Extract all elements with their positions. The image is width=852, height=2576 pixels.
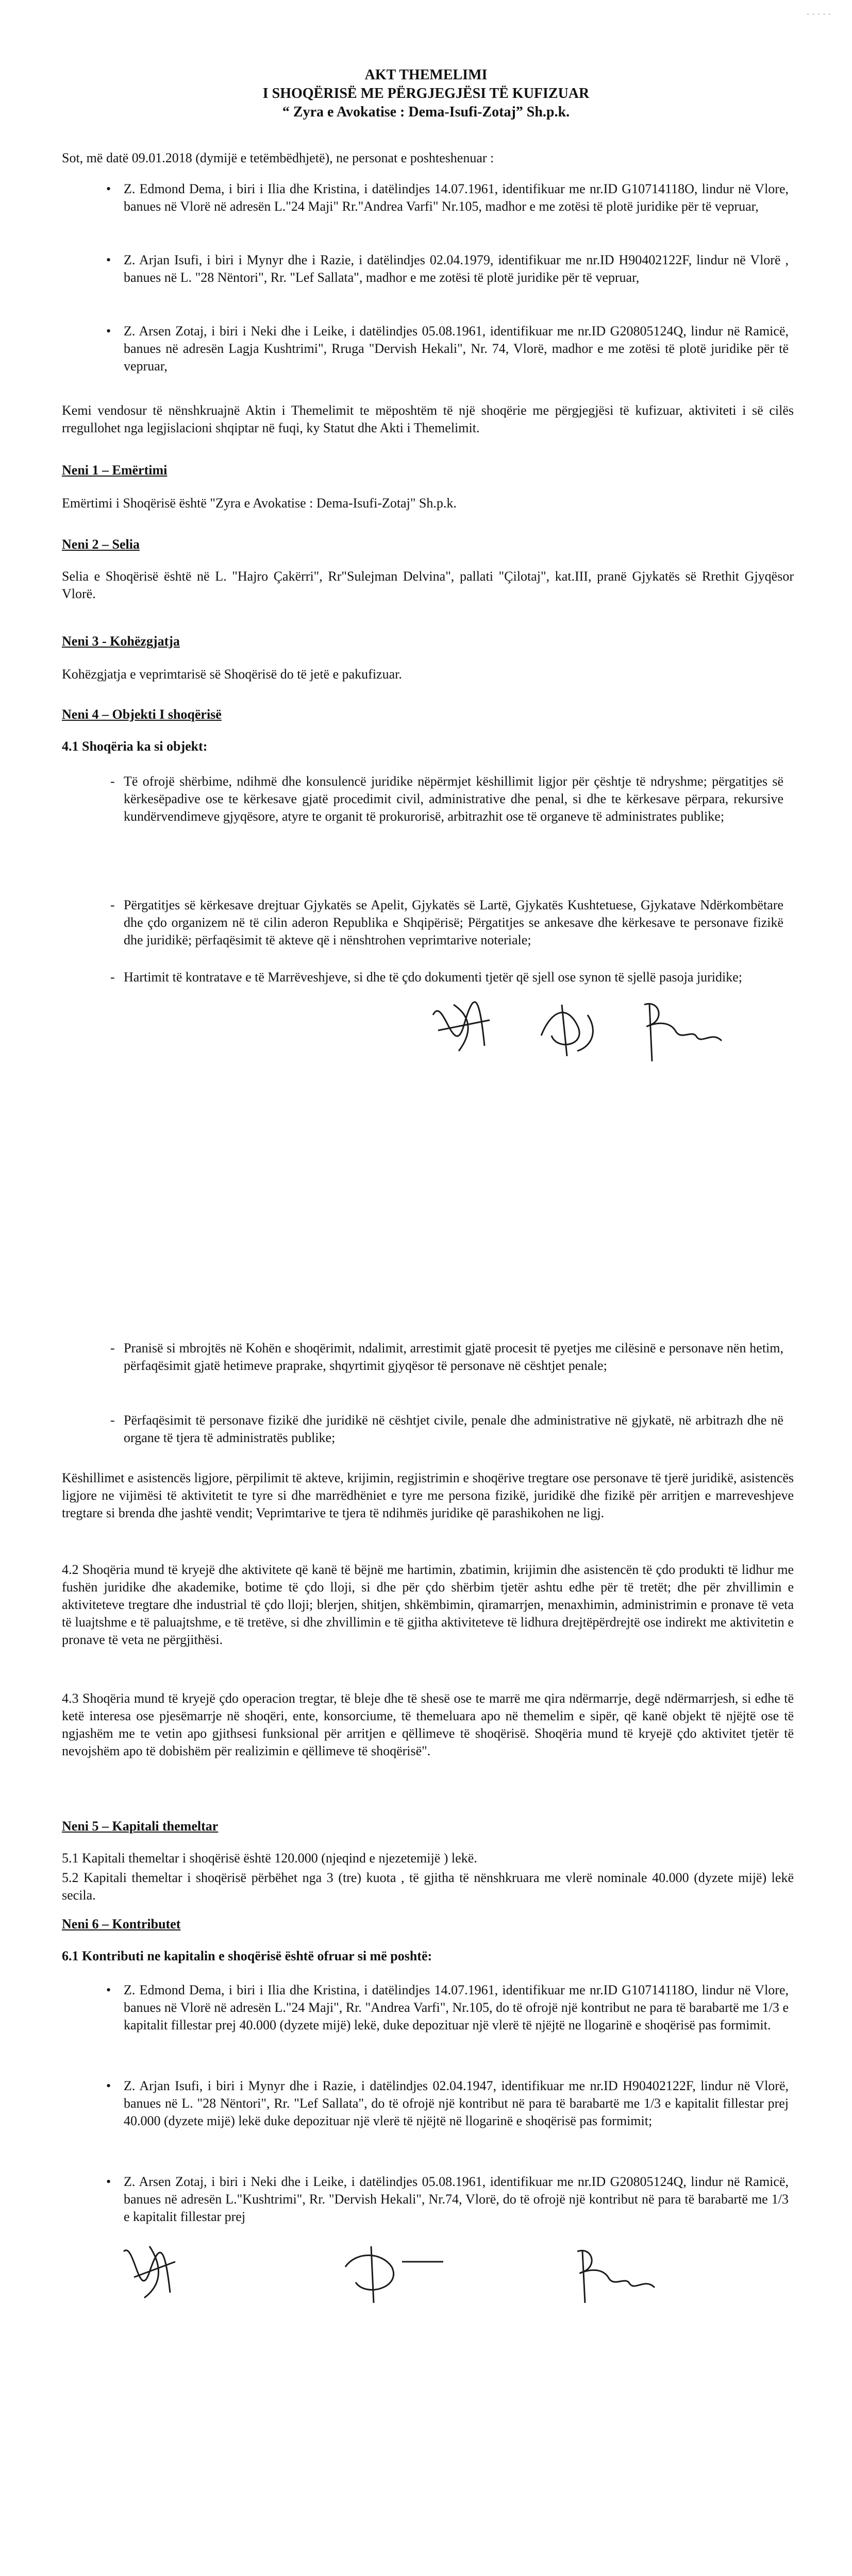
neni4-heading: Neni 4 – Objekti I shoqërisë bbox=[62, 707, 222, 722]
doc-title-line1: AKT THEMELIMI bbox=[364, 67, 488, 83]
neni4-sub: 4.1 Shoqëria ka si objekt: bbox=[62, 739, 208, 754]
neni1-text: Emërtimi i Shoqërisë është "Zyra e Avokatise : Dema-Isufi-Zotaj" Sh.p.k. bbox=[62, 496, 457, 511]
neni3-text: Kohëzgjatja e veprimtarisë së Shoqërisë do të jetë e pakufizuar. bbox=[62, 667, 402, 682]
neni5-p2: 5.2 Kapitali themeltar i shoqërisë përbëhet nga 3 (tre) kuota , të gjitha të nënshkruara me vlerë nominale 40.000 (dyzete mijë) lekë secila. bbox=[62, 1870, 794, 1903]
neni2-text: Selia e Shoqërisë është në L. "Hajro Çakërri", Rr"Sulejman Delvina", pallati "Çilotaj", kat.III, pranë Gjykatës së Rrethit Gjyqësor Vlorë. bbox=[62, 569, 794, 601]
decision-text: Kemi vendosur të nënshkruajnë Aktin i Themelimit te mëposhtëm të një shoqërie me përgjegjësi të kufizuar, aktiviteti i së cilës rregullohet nga legjislacioni shqiptar në fuqi, ky Statut dhe Akti i Themelimit. bbox=[62, 403, 794, 435]
neni5-p1: 5.1 Kapitali themeltar i shoqërisë është 120.000 (njeqind e njezetemijë ) lekë. bbox=[62, 1851, 477, 1866]
neni4-para-42: 4.2 Shoqëria mund të kryejë dhe aktivitete që kanë të bëjnë me hartimin, zbatimin, krijimin dhe asistencën të çdo produkti të lidhur me fushën juridike dhe akademike, botime të çdo lloji, si dhe për çdo shërbim tjetër ashtu edhe për të tretët; dhe për zhvillimin e aktiviteteve tregtare dhe industrial të çdo lloji; blerjen, shitjen, shkëmbimin, qiramarrjen, menaxhimin, administrimin e pronave të veta të luajtshme e të paluajtshme, e të tretëve, si dhe zhvillimin e të gjitha aktiviteteve të lidhura drejtëpërdrejtë ose indirekt me aktivitetin e pronave të veta ne përgjithësi. bbox=[62, 1562, 794, 1647]
partner-edmond: • Z. Edmond Dema, i biri i Ilia dhe Kristina, i datëlindjes 14.07.1961, identifikuar me nr.ID G10714118O, lindur në Vlore, banues në Vlorë në adresën L."24 Maji" Rr."Andrea Varfi" Nr.105, madhor e me zotësi të plotë juridike për të vepruar, bbox=[124, 180, 789, 215]
neni4-item-4: - Pranisë si mbrojtës në Kohën e shoqërimit, ndalimit, arrestimit gjatë procesit të pyetjes me cilësinë e personave nën hetim, përfaqësimit gjatë hetimeve praprake, shqyrtimit gjyqësor të personave në cështjet penale; bbox=[124, 1340, 783, 1375]
neni6-contrib-arjan: • Z. Arjan Isufi, i biri i Mynyr dhe i Razie, i datëlindjes 02.04.1947, identifikuar me nr.ID H90402122F, lindur në Vlorë, banues në L. "28 Nëntori", Rr. "Lef Sallata", do të ofrojë një kontribut në para të barabartë me 1/3 e kapitalit fillestar prej 40.000 (dyzete mijë) lekë duke depozituar një vlerë të njëjtë në llogarinë e shoqërisë pas formimit; bbox=[124, 2077, 789, 2130]
neni6-heading: Neni 6 – Kontributet bbox=[62, 1917, 181, 1931]
doc-title-line3: “ Zyra e Avokatise : Dema-Isufi-Zotaj” Sh.p.k. bbox=[282, 104, 570, 120]
neni6-contrib-edmond: • Z. Edmond Dema, i biri i Ilia dhe Kristina, i datëlindjes 14.07.1961, identifikuar me nr.ID G10714118O, lindur në Vlore, banues në Vlorë në adresën L."24 Maji", Rr. "Andrea Varfi", Nr.105, do të ofrojë një kontribut ne para të barabartë me 1/3 e kapitalit fillestar prej 40.000 (dyzete mijë) lekë, duke depozituar një vlerë të njëjtë ne llogarinë e shoqërisë pas formimit. bbox=[124, 1981, 789, 2034]
neni3-heading: Neni 3 - Kohëzgjatja bbox=[62, 634, 180, 649]
neni4-item-5: - Përfaqësimit të personave fizikë dhe juridikë në cështjet civile, penale dhe administrative në gjykatë, në arbitrazh dhe në organe të tjera të administratës publike; bbox=[124, 1412, 783, 1447]
header-stamp: - - - - - bbox=[807, 9, 831, 18]
neni1-heading: Neni 1 – Emërtimi bbox=[62, 463, 168, 478]
neni4-para-b1: Këshillimet e asistencës ligjore, përpilimit të akteve, krijimin, regjistrimin e shoqërive tregtare ose personave të tjerë juridikë, asistencës ligjore ne vijimësi të aktivitetit te tyre si dhe marrëdhëniet e tyre me persona fizikë, juridikë dhe fizikë për arritjen e marreveshjeve tregtare si brenda dhe jashtë vendit; Veprimtarive te tjera të ndihmës juridike që parashikohen ne ligj. bbox=[62, 1470, 794, 1520]
neni4-item-2: - Përgatitjes së kërkesave drejtuar Gjykatës se Apelit, Gjykatës së Lartë, Gjykatës Kushtetuese, Gjykatave Ndërkombëtare dhe çdo organizem në të cilin aderon Republika e Shqipërisë; Përgatitjes se ankesave dhe kërkesave te personave fizikë dhe juridikë; përfaqësimit të akteve që i nënshtrohen veprimtarive noteriale; bbox=[124, 896, 783, 949]
neni6-contrib-arsen: • Z. Arsen Zotaj, i biri i Neki dhe i Leike, i datëlindjes 05.08.1961, identifikuar me nr.ID G20805124Q, lindur në Ramicë, banues në adresën L."Kushtrimi", Rr. "Dervish Hekali", Nr.74, Vlorë, do të ofrojë një kontribut në para të barabartë me 1/3 e kapitalit fillestar prej bbox=[124, 2173, 789, 2226]
neni6-sub: 6.1 Kontributi ne kapitalin e shoqërisë është ofruar si më poshtë: bbox=[62, 1948, 432, 1963]
partner-arjan: • Z. Arjan Isufi, i biri i Mynyr dhe i Razie, i datëlindjes 02.04.1979, identifikuar me nr.ID H90402122F, lindur në Vlorë , banues në L. "28 Nëntori", Rr. "Lef Sallata", madhor e me zotësi të plotë juridike për të vepruar, bbox=[124, 251, 789, 286]
neni2-heading: Neni 2 – Selia bbox=[62, 537, 140, 552]
neni4-para-43: 4.3 Shoqëria mund të kryejë çdo operacion tregtar, të bleje dhe të shesë ose te marrë me qira ndërmarrje, degë ndërmarrjesh, si edhe të ketë interesa ose pjesëmarrje në shoqëri, ente, konsorciume, të themeluara apo në themelim e sipër, që kanë objekt të njëjtë ose të ngjashëm me te vetin apo gjithsesi funksional për arritjen e qëllimeve të shoqërisë. Shoqëria mund të kryejë çdo aktivitet tjetër të nevojshëm apo të dobishëm për realizimin e qëllimeve të shoqërisë". bbox=[62, 1691, 794, 1758]
signatures-page-1 bbox=[423, 984, 753, 1072]
neni5-heading: Neni 5 – Kapitali themeltar bbox=[62, 1819, 219, 1834]
partner-arsen: • Z. Arsen Zotaj, i biri i Neki dhe i Leike, i datëlindjes 05.08.1961, identifikuar me nr.ID G20805124Q, lindur në Ramicë, banues në adresën Lagja Kushtrimi", Rruga "Dervish Hekali", Nr. 74, Vlorë, madhor e me zotësi të plotë juridike për të vepruar, bbox=[124, 323, 789, 375]
signatures-page-2 bbox=[113, 2231, 680, 2308]
neni4-item-1: - Të ofrojë shërbime, ndihmë dhe konsulencë juridike nëpërmjet këshillimit ligjor për çështje të ndryshme; përgatitjes së kërkesëpadive ose te kërkesave gjatë procedimit civil, administrative dhe penal, si dhe te kërkesave përpara, rekursive kundërvendimeve gjyqësore, atyre te organit të prokurorisë, arbitrazhit ose të organeve të administrates publike; bbox=[124, 773, 783, 825]
neni4-item-3: - Hartimit të kontratave e të Marrëveshjeve, si dhe të çdo dokumenti tjetër që sjell ose synon të sjellë pasoja juridike; bbox=[124, 969, 783, 986]
intro-text: Sot, më datë 09.01.2018 (dymijë e tetëmbëdhjetë), ne personat e poshteshenuar : bbox=[62, 150, 494, 165]
doc-title-line2: I SHOQËRISË ME PËRGJEGJËSI TË KUFIZUAR bbox=[262, 86, 590, 101]
